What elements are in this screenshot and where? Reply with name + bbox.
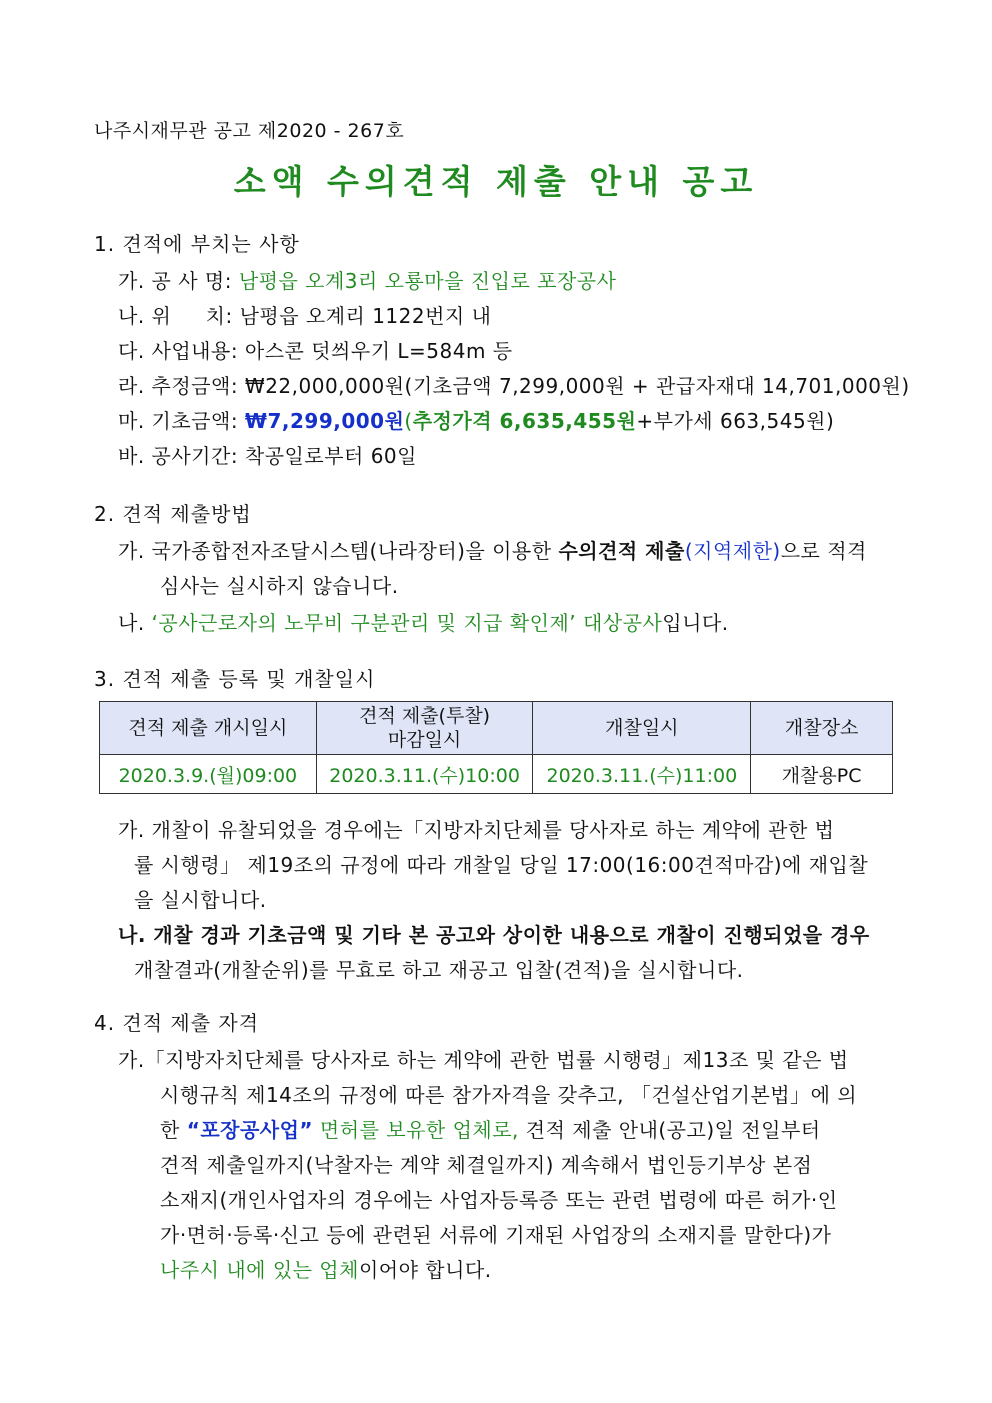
project-name: 남평읍 오계3리 오룡마을 진입로 포장공사 [238,269,617,293]
estimated-price-value: 추정가격 6,635,455원 [412,409,637,433]
item-label: 나. 위 치: [118,304,233,328]
section4-line3 [160,1114,821,1143]
col-header-deadline-line: 견적 제출(투찰) [359,705,491,727]
location-value: 남평읍 오계리 1122번지 내 [239,304,492,328]
col-header-start: 견적 제출 개시일시 [100,702,317,755]
section4-line6: 가·면허·등록·신고 등에 관련된 서류에 기재된 사업장의 소재지를 말한다)가 [160,1223,832,1247]
item-label: 라. 추정금액: [118,374,239,398]
labor-cost-notice: ‘공사근로자의 노무비 구분관리 및 지급 확인제’ 대상공사 [151,611,663,635]
regional-restriction: (지역제한) [684,539,781,563]
section3-item-ga-line1: 가. 개찰이 유찰되었을 경우에는「지방자치단체를 당사자로 하는 계약에 관한 법 [118,818,835,842]
section3-item-na-line1: 나. 개찰 경과 기초금액 및 기타 본 공고와 상이한 내용으로 개찰이 진행되었을 경우 [118,923,870,947]
section4-line2: 시행규칙 제14조의 규정에 따른 참가자격을 갖추고, 「건설산업기본법」에 의 [160,1083,858,1107]
item-label: 바. 공사기간: [118,444,239,468]
item-label: 마. 기초금액: [118,409,239,433]
paren-open: ( [404,409,413,433]
section1-item-ra [118,370,910,399]
section4-line7 [160,1254,492,1283]
cell-start: 2020.3.9.(월)09:00 [100,755,317,794]
section3-item-ga-line2: 률 시행령」 제19조의 규정에 따라 개찰일 당일 17:00(16:00견적마감)에 재입찰 [134,853,869,877]
work-content-value: 아스콘 덧씌우기 L=584m 등 [244,339,513,363]
col-header-deadline-line: 마감일시 [387,729,462,751]
col-header-opening: 개찰일시 [533,702,751,755]
construction-period-value: 착공일로부터 60일 [244,444,417,468]
item-label: 다. 사업내용: [118,339,239,363]
section1-item-na [118,300,491,329]
section2-item-ga [118,535,867,564]
section2-item-ga-cont: 심사는 실시하지 않습니다. [160,574,399,598]
section4-line5: 소재지(개인사업자의 경우에는 사업자등록증 또는 관련 법령에 따른 허가·인 [160,1188,838,1212]
line3-prefix: 한 [160,1118,187,1142]
section2-heading: 2. 견적 제출방법 [94,502,252,526]
item-prefix: 나. [118,611,152,635]
page-title: 소액 수의견적 제출 안내 공고 [233,162,759,201]
section3-item-na-line2: 개찰결과(개찰순위)를 무효로 하고 재공고 입찰(견적)을 실시합니다. [134,958,744,982]
schedule-table [99,701,893,794]
submission-method-text: 가. 국가종합전자조달시스템(나라장터)을 이용한 [118,539,552,563]
table-header-row [100,702,893,755]
line7-suffix: 이어야 합니다. [358,1258,492,1282]
license-holder-text: 면허를 보유한 업체로, [313,1118,519,1142]
section1-item-da [118,335,513,364]
col-header-deadline [316,702,533,755]
base-amount-value: ₩7,299,000원 [244,409,405,433]
section3-heading: 3. 견적 제출 등록 및 개찰일시 [94,667,376,691]
col-header-deadline-text [317,704,533,752]
section2-item-na [118,607,729,636]
estimated-amount-value: ₩22,000,000원(기초금액 7,299,000원 + 관급자재대 14,701,000원) [244,374,910,398]
table-row [100,755,893,794]
notice-number: 나주시재무관 공고 제2020 - 267호 [94,120,405,142]
license-type: “포장공사업” [186,1118,314,1142]
cell-place: 개찰용PC [751,755,893,794]
section1-heading: 1. 견적에 부치는 사항 [94,232,300,256]
col-header-place: 개찰장소 [751,702,893,755]
section1-item-ma [118,405,834,434]
section4-line4: 견적 제출일까지(낙찰자는 계약 체결일까지) 계속해서 법인등기부상 본점 [160,1153,813,1177]
section4-heading: 4. 견적 제출 자격 [94,1011,260,1035]
item-suffix: 입니다. [662,611,729,635]
item-label: 가. 공 사 명: [118,269,232,293]
location-requirement: 나주시 내에 있는 업체 [160,1258,359,1282]
cell-opening: 2020.3.11.(수)11:00 [533,755,751,794]
section4-line1: 가.「지방자치단체를 당사자로 하는 계약에 관한 법률 시행령」제13조 및 같은 법 [118,1048,849,1072]
submission-suffix: 으로 적격 [780,539,867,563]
section1-item-ba [118,440,417,469]
cell-deadline: 2020.3.11.(수)10:00 [316,755,533,794]
vat-value: +부가세 663,545원) [636,409,835,433]
section3-item-ga-line3: 을 실시합니다. [134,888,267,912]
submission-type: 수의견적 제출 [558,539,685,563]
line3-suffix: 견적 제출 안내(공고)일 전일부터 [518,1118,821,1142]
section1-item-ga [118,265,616,294]
